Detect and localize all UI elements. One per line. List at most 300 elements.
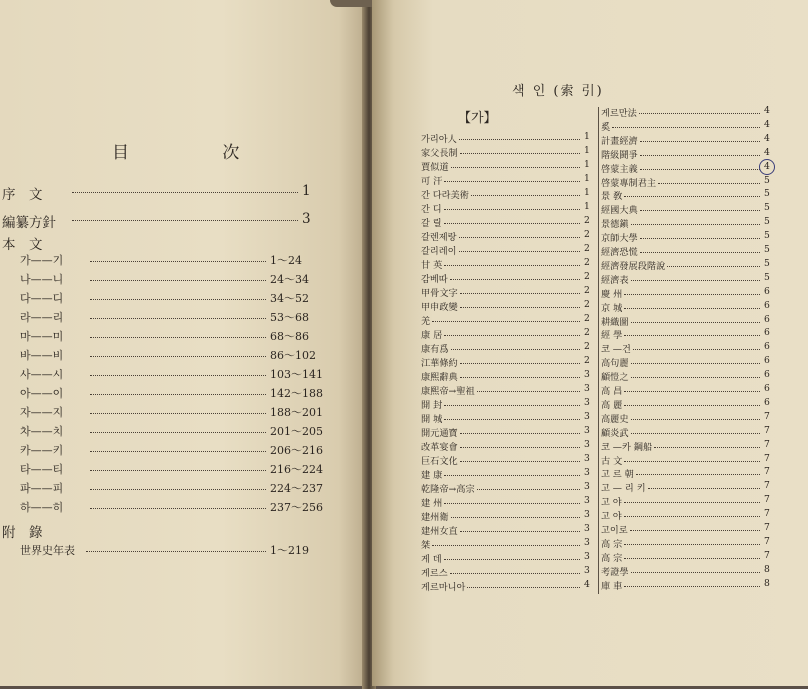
index-page-number: 5 [764, 216, 770, 228]
index-leader [624, 536, 760, 545]
index-term: 慶 州 [601, 288, 623, 300]
toc-entry-label: 附 錄 [2, 525, 43, 541]
index-entry [421, 215, 596, 228]
index-entry [421, 327, 596, 340]
index-entry [421, 397, 596, 410]
index-page-number: 1 [584, 201, 590, 212]
toc-entry-label: 자——지 [20, 406, 64, 419]
index-page-number: 1 [584, 131, 590, 142]
index-page-number: 5 [764, 244, 770, 255]
index-entry [601, 578, 776, 591]
left-page [0, 0, 368, 686]
index-page-number: 7 [764, 466, 770, 478]
index-leader [451, 509, 580, 518]
index-leader [624, 300, 760, 309]
index-page-number: 6 [764, 383, 770, 394]
toc-entry-label: 타——티 [20, 463, 64, 476]
index-term: 開 封 [421, 400, 443, 411]
toc-entry-label: 하——히 [20, 501, 64, 514]
index-entry [421, 565, 596, 578]
index-entry [421, 145, 596, 158]
index-leader [444, 257, 580, 266]
index-entry [601, 522, 776, 535]
toc-entry-label: 차——치 [20, 425, 64, 438]
index-page-number: 3 [584, 439, 590, 450]
toc-page-number: 201～205 [270, 425, 323, 438]
index-leader [658, 175, 760, 184]
index-term: 게르마니아 [421, 582, 466, 593]
index-page-number: 8 [764, 577, 770, 589]
index-entry [601, 314, 776, 327]
toc-page-number: 1～24 [270, 254, 302, 267]
index-page-number: 7 [764, 480, 770, 492]
index-term: 京 城 [601, 302, 623, 314]
index-leader [639, 105, 760, 114]
index-entry [601, 508, 776, 521]
index-entry [421, 229, 596, 242]
index-term: 코 —카 鋼船 [601, 441, 653, 453]
toc-leader [90, 366, 266, 376]
index-leader [444, 327, 580, 336]
index-leader [444, 411, 580, 420]
index-entry [421, 579, 596, 592]
index-page-number: 6 [764, 355, 770, 367]
toc-page-number: 1～219 [270, 544, 309, 557]
toc-leader [90, 461, 266, 471]
toc-leader [90, 309, 266, 319]
index-leader [450, 271, 580, 280]
index-entry [601, 341, 776, 354]
index-page-number: 3 [584, 509, 590, 520]
index-entry [421, 201, 596, 214]
index-term: 經濟恐慌 [601, 247, 638, 258]
index-leader [460, 355, 580, 364]
index-page-number: 1 [584, 145, 590, 156]
index-term: 顧炎武 [601, 427, 629, 439]
index-entry [601, 161, 776, 174]
index-leader [444, 215, 580, 224]
index-term: 桀 [421, 540, 431, 551]
index-entry [601, 425, 776, 438]
index-leader [624, 188, 760, 197]
index-entry [421, 383, 596, 396]
index-entry [421, 131, 596, 144]
index-term: 賈似道 [421, 162, 449, 173]
index-leader [640, 147, 760, 156]
index-leader [631, 272, 760, 281]
index-term: 코 —건 [601, 344, 631, 356]
index-term: 啓蒙主義 [601, 163, 638, 175]
index-page-number: 6 [764, 327, 770, 339]
index-page-number: 6 [764, 299, 770, 311]
toc-leader [90, 480, 266, 490]
index-term: 計畫經濟 [601, 135, 638, 147]
index-page-number: 3 [584, 411, 590, 422]
toc-leader [90, 385, 266, 395]
index-entry [601, 147, 776, 160]
index-page-number: 3 [584, 495, 590, 506]
index-page-number: 7 [764, 549, 770, 561]
index-leader [631, 369, 760, 378]
index-entry [421, 271, 596, 284]
toc-leader [86, 542, 266, 552]
index-leader [471, 187, 580, 196]
index-term: 高句麗 [601, 358, 629, 370]
index-entry [601, 175, 776, 188]
index-term: 갈렌제랑 [421, 232, 457, 243]
toc-page-number: 68～86 [270, 330, 309, 343]
index-term: 고이로 [601, 525, 628, 536]
index-leader [636, 466, 760, 475]
index-entry [601, 216, 776, 229]
index-page-number: 2 [584, 327, 590, 338]
toc-page-number: 237～256 [270, 501, 323, 514]
index-page-number: 7 [764, 424, 770, 436]
index-entry [601, 133, 776, 146]
index-leader [630, 522, 760, 531]
index-term: 古 文 [601, 455, 623, 467]
index-page-number: 3 [584, 453, 590, 464]
index-term: 景 敎 [601, 191, 623, 203]
index-page-number: 3 [584, 425, 590, 436]
index-entry [421, 453, 596, 466]
index-entry [601, 369, 776, 382]
index-page-number: 7 [764, 438, 770, 450]
index-page-number: 2 [584, 243, 590, 254]
index-entry [421, 523, 596, 536]
toc-entry-label: 本 文 [2, 237, 43, 253]
index-term: 게르스 [421, 568, 448, 579]
index-leader [444, 495, 580, 504]
index-page-number: 5 [764, 188, 770, 200]
index-term: 갈리레이 [421, 246, 457, 257]
index-entry [421, 369, 596, 382]
index-term: 經濟發展段階說 [601, 260, 666, 272]
index-leader [460, 523, 580, 532]
index-leader [460, 439, 580, 448]
index-leader [459, 131, 580, 140]
index-page-number: 5 [764, 202, 770, 214]
index-leader [459, 229, 580, 238]
index-page-number: 3 [584, 537, 590, 548]
toc-entry-label: 編纂方針 [2, 215, 56, 231]
index-page-number: 1 [584, 187, 590, 198]
index-term: 甲骨文字 [421, 288, 458, 299]
index-page-number: 3 [584, 383, 590, 394]
index-entry [421, 481, 596, 494]
index-page-number: 4 [764, 146, 770, 158]
toc-leader [72, 211, 298, 221]
index-leader [460, 145, 580, 154]
index-leader [451, 341, 580, 350]
index-leader [640, 161, 760, 170]
index-page-number: 3 [584, 523, 590, 534]
index-term: 康熙辭典 [421, 372, 458, 383]
index-page-number: 3 [584, 565, 590, 576]
index-page-number: 2 [584, 215, 590, 226]
index-term: 可 汗 [421, 176, 443, 187]
toc-page-number: 1 [302, 183, 311, 199]
index-leader [460, 453, 580, 462]
index-term: 高 麗 [601, 399, 623, 411]
index-page-number: 7 [764, 494, 770, 506]
index-page-number: 2 [584, 285, 590, 296]
index-page-number: 4 [764, 118, 770, 130]
index-term: 고 야 [601, 497, 622, 509]
index-page-number: 2 [584, 257, 590, 268]
toc-title: 目 次 [112, 143, 284, 163]
index-page-number: 5 [764, 257, 770, 269]
index-leader [477, 481, 580, 490]
toc-page-number: 34～52 [270, 292, 309, 305]
toc-leader [90, 499, 266, 509]
index-term: 乾隆帝→高宗 [421, 484, 475, 495]
toc-entry-label: 다——디 [20, 292, 64, 305]
index-entry [421, 425, 596, 438]
toc-entry-label: 가——기 [20, 254, 64, 267]
toc-entry-label: 序 文 [2, 187, 43, 203]
index-leader [640, 133, 760, 142]
index-term: 고 — 리 키 [601, 483, 646, 495]
index-page-number: 6 [764, 313, 770, 325]
index-term: 甘 英 [421, 260, 443, 271]
toc-page-number: 24～34 [270, 273, 309, 286]
index-page-number: 4 [764, 160, 770, 172]
index-leader [667, 258, 760, 267]
index-leader [624, 578, 760, 587]
index-page-number: 4 [584, 579, 590, 590]
index-page-number: 1 [584, 173, 590, 184]
index-term: 奚 [601, 121, 611, 133]
index-page-number: 3 [584, 551, 590, 562]
index-leader [444, 173, 580, 182]
index-entry [601, 300, 776, 313]
index-leader [624, 494, 760, 503]
index-page-number: 2 [584, 341, 590, 352]
index-page-number: 7 [764, 452, 770, 464]
index-entry [601, 355, 776, 368]
index-leader [624, 286, 760, 295]
index-page-number: 5 [764, 271, 770, 283]
index-page-number: 2 [584, 355, 590, 366]
index-entry [601, 480, 776, 493]
toc-leader [90, 423, 266, 433]
index-term: 羌 [421, 316, 431, 327]
index-entry [421, 173, 596, 186]
index-page-number: 3 [584, 467, 590, 478]
index-term: 啓蒙專制君主 [601, 177, 657, 189]
index-entry [421, 341, 596, 354]
index-page-number: 5 [764, 174, 770, 186]
index-leader [654, 439, 760, 448]
index-leader [459, 243, 580, 252]
index-term: 康有爲 [421, 344, 449, 355]
index-term: 高 宗 [601, 552, 623, 564]
index-leader [444, 551, 580, 560]
index-leader [624, 397, 760, 406]
index-term: 考證學 [601, 566, 629, 578]
index-term: 巨石文化 [421, 456, 458, 467]
index-leader [444, 467, 580, 476]
index-leader [612, 119, 760, 128]
toc-entry-label: 나——니 [20, 273, 64, 286]
index-page-number: 7 [764, 522, 770, 533]
toc-page-number: 53～68 [270, 311, 309, 324]
column-divider [598, 107, 599, 594]
index-entry [601, 411, 776, 424]
index-leader [631, 564, 760, 573]
index-term: 經 學 [601, 330, 623, 342]
index-term: 간 디 [421, 204, 442, 215]
index-entry [421, 551, 596, 564]
index-page-number: 7 [764, 508, 770, 520]
index-leader [640, 202, 760, 211]
index-entry [421, 467, 596, 480]
index-term: 게 데 [421, 554, 442, 565]
index-leader [640, 230, 760, 239]
index-leader [477, 383, 580, 392]
index-leader [444, 201, 580, 210]
index-term: 建州女直 [421, 526, 458, 537]
index-entry [601, 494, 776, 507]
toc-leader [90, 442, 266, 452]
index-leader [460, 425, 580, 434]
index-leader [631, 314, 760, 323]
toc-leader [72, 183, 298, 193]
index-page-number: 6 [764, 285, 770, 297]
toc-entry-label: 바——비 [20, 349, 64, 362]
index-entry [601, 397, 776, 410]
index-entry [601, 272, 776, 285]
index-page-number: 6 [764, 341, 770, 353]
index-term: 耕織圖 [601, 316, 629, 328]
index-entry [421, 187, 596, 200]
index-leader [631, 216, 760, 225]
toc-entry-label: 사——시 [20, 368, 64, 381]
toc-leader [90, 328, 266, 338]
index-entry [421, 439, 596, 452]
index-leader [460, 285, 580, 294]
toc-entry-label: 카——키 [20, 444, 64, 457]
index-term: 庫 車 [601, 580, 623, 592]
index-leader [631, 425, 760, 434]
index-page-number: 8 [764, 563, 770, 575]
index-term: 고 르 朝 [601, 469, 634, 481]
index-leader [633, 341, 760, 350]
index-entry [601, 188, 776, 201]
index-leader [640, 244, 760, 253]
index-entry [601, 383, 776, 396]
index-entry [421, 411, 596, 424]
index-entry [601, 230, 776, 243]
index-page-number: 4 [764, 105, 770, 116]
index-leader [624, 327, 760, 336]
toc-entry-label: 라——리 [20, 311, 64, 324]
index-term: 고 야 [601, 511, 622, 523]
index-leader [624, 508, 760, 517]
toc-entry-label: 마——미 [20, 330, 64, 343]
index-entry [421, 243, 596, 256]
index-entry [421, 355, 596, 368]
index-page-number: 2 [584, 229, 590, 240]
index-term: 감베따 [421, 274, 448, 285]
pen-circle-mark [759, 159, 775, 175]
index-term: 京師大學 [601, 233, 638, 245]
index-page-number: 6 [764, 396, 770, 408]
index-term: 江華條約 [421, 358, 458, 369]
index-term: 建 康 [421, 470, 443, 481]
index-entry [601, 564, 776, 577]
index-term: 康熙帝→聖祖 [421, 386, 475, 397]
toc-entry-label: 파——피 [20, 482, 64, 495]
index-entry [601, 119, 776, 132]
index-term: 開 城 [421, 414, 443, 425]
index-page-number: 7 [764, 535, 770, 547]
index-leader [631, 411, 760, 420]
index-entry [421, 299, 596, 312]
toc-leader [90, 404, 266, 414]
index-entry [601, 258, 776, 271]
index-term: 家父長制 [421, 148, 458, 159]
index-term: 간 다라美術 [421, 190, 469, 201]
toc-page-number: 142～188 [270, 387, 323, 400]
index-page-number: 3 [584, 397, 590, 408]
index-leader [432, 537, 580, 546]
index-term: 景德鎭 [601, 219, 629, 231]
index-leader [444, 397, 580, 406]
index-leader [460, 369, 580, 378]
index-entry [601, 202, 776, 215]
toc-entry-label: 世界史年表 [20, 544, 75, 557]
index-term: 改革宴會 [421, 442, 458, 453]
toc-page-number: 206～216 [270, 444, 323, 457]
toc-page-number: 3 [302, 211, 311, 227]
index-leader [460, 299, 580, 308]
index-page-number: 3 [584, 481, 590, 492]
index-entry [601, 286, 776, 299]
index-page-number: 1 [584, 159, 590, 170]
index-leader [624, 453, 760, 462]
index-entry [601, 550, 776, 563]
toc-leader [90, 347, 266, 357]
index-term: 갈 릴 [421, 218, 442, 229]
index-term: 高麗史 [601, 413, 629, 425]
index-term: 經國大典 [601, 205, 638, 217]
index-term: 建州衛 [421, 512, 449, 523]
index-page-number: 5 [764, 230, 770, 242]
index-page-number: 6 [764, 369, 770, 381]
toc-page-number: 86～102 [270, 349, 316, 362]
index-page-number: 3 [584, 369, 590, 380]
index-leader [648, 480, 760, 489]
index-entry [601, 453, 776, 466]
toc-leader [90, 290, 266, 300]
toc-page-number: 188～201 [270, 406, 323, 419]
index-entry [601, 327, 776, 340]
toc-page-number: 216～224 [270, 463, 323, 476]
index-term: 康 居 [421, 330, 443, 341]
index-term: 經濟表 [601, 274, 629, 286]
index-entry [601, 466, 776, 479]
index-term: 게르만法 [601, 108, 637, 119]
toc-page-number: 103～141 [270, 368, 323, 381]
index-term: 高 昌 [601, 386, 623, 397]
index-entry [601, 244, 776, 257]
index-leader [450, 565, 580, 574]
index-section-header: 【가】 [458, 111, 497, 126]
index-leader [631, 355, 760, 364]
toc-leader [90, 271, 266, 281]
